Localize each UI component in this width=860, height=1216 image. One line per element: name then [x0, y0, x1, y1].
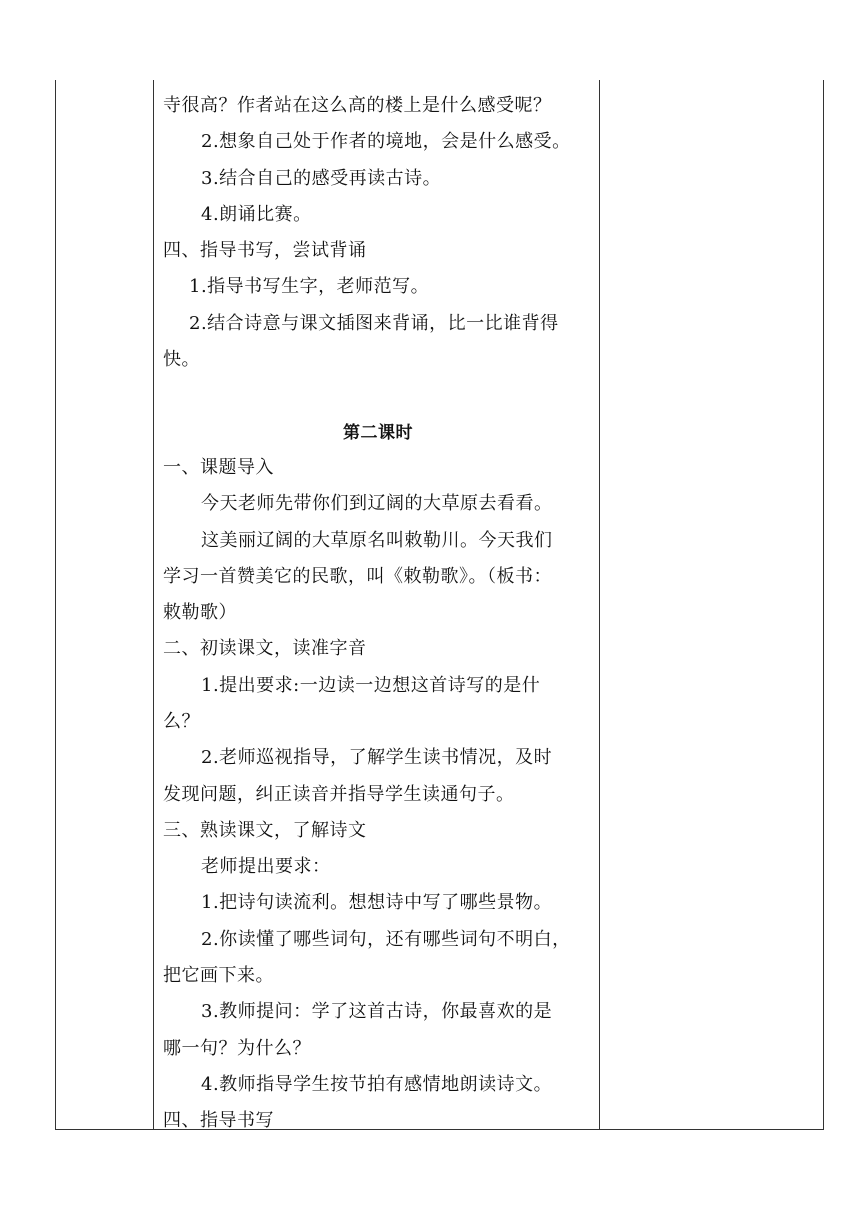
text-line: 么？ — [163, 711, 200, 732]
text-line: 快。 — [163, 349, 200, 370]
text-line: 敕勒歌） — [163, 602, 237, 623]
section-heading: 二、初读课文，读准字音 — [163, 638, 367, 659]
section-heading: 一、课题导入 — [163, 457, 274, 478]
text-line: 2.你读懂了哪些词句，还有哪些词句不明白， — [201, 929, 571, 950]
text-line: 1.把诗句读流利。想想诗中写了哪些景物。 — [201, 892, 553, 913]
left-column-cell — [56, 80, 153, 1129]
text-line: 3.结合自己的感受再读古诗。 — [201, 168, 442, 189]
text-line: 哪一句？为什么？ — [163, 1038, 311, 1059]
column-divider — [599, 80, 600, 1129]
text-line: 这美丽辽阔的大草原名叫敕勒川。今天我们 — [201, 530, 553, 551]
text-line: 老师提出要求： — [201, 856, 331, 877]
text-line: 1.提出要求:一边读一边想这首诗写的是什 — [201, 675, 541, 696]
text-line: 3.教师提问：学了这首古诗，你最喜欢的是 — [201, 1001, 553, 1022]
text-line: 把它画下来。 — [163, 965, 274, 986]
text-line: 2.想象自己处于作者的境地，会是什么感受。 — [201, 131, 571, 152]
text-line: 发现问题，纠正读音并指导学生读通句子。 — [163, 784, 515, 805]
text-line: 1.指导书写生字，老师范写。 — [189, 276, 430, 297]
text-line: 2.老师巡视指导，了解学生读书情况，及时 — [201, 747, 553, 768]
right-column-cell — [601, 80, 823, 1129]
section-heading: 四、指导书写 — [163, 1110, 274, 1131]
section-heading: 四、指导书写，尝试背诵 — [163, 240, 367, 261]
lesson-plan-table — [55, 80, 824, 1130]
text-line: 4.朗诵比赛。 — [201, 204, 312, 225]
section-heading: 三、熟读课文，了解诗文 — [163, 820, 367, 841]
column-divider — [153, 80, 154, 1129]
lesson-title: 第二课时 — [343, 423, 413, 443]
text-line: 寺很高？作者站在这么高的楼上是什么感受呢？ — [163, 95, 552, 116]
text-line: 2.结合诗意与课文插图来背诵，比一比谁背得 — [189, 313, 559, 334]
text-line: 4.教师指导学生按节拍有感情地朗读诗文。 — [201, 1074, 553, 1095]
text-line: 今天老师先带你们到辽阔的大草原去看看。 — [201, 493, 553, 514]
text-line: 学习一首赞美它的民歌，叫《敕勒歌》。（板书： — [163, 566, 552, 587]
